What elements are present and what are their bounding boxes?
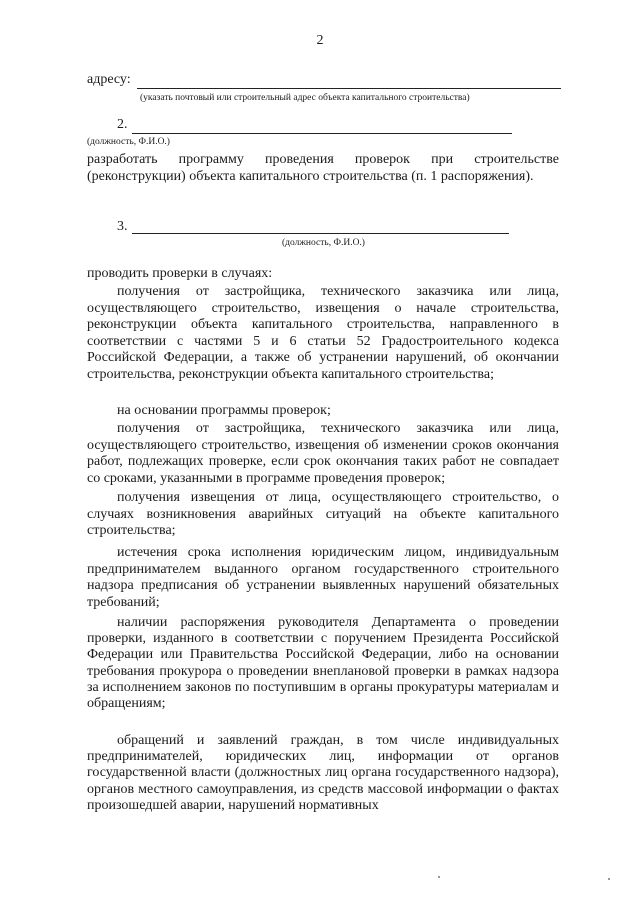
case-paragraph: получения от застройщика, технического заказчика или лица, осуществляющего строительство, извещения об изменении сроков окончания работ, подлежащих проверке, если срок окончания таких работ не совпадает со сроками, указанными в программе проведения проверок; xyxy=(87,421,559,486)
case-paragraph: на основании программы проверок; xyxy=(117,403,331,418)
item2-caption: (должность, Ф.И.О.) xyxy=(87,137,170,147)
case-paragraph: получения от застройщика, технического заказчика или лица, осуществляющего строительство, извещения о начале строительства, реконструкции объекта капитального строительства, направленного в соответствии с частями 5 и 6 статьи 52 Градостроительного кодекса Российской Федерации, а также об устранении нарушений, об окончании строительства, реконструкции объекта капитального строительства; xyxy=(87,284,559,382)
item2-text: разработать программу проведения проверок при строительстве (реконструкции) объекта капитального строительства (п. 1 распоряжения). xyxy=(87,152,559,184)
scan-speck xyxy=(608,878,610,880)
case-paragraph: истечения срока исполнения юридическим лицом, индивидуальным предпринимателем выданного органом государственного строительного надзора предписания об устранении выявленных нарушений обязательных требований; xyxy=(87,545,559,610)
scan-speck xyxy=(438,876,440,878)
item3-caption: (должность, Ф.И.О.) xyxy=(282,238,365,248)
address-fill-line xyxy=(137,88,561,89)
address-label: адресу: xyxy=(87,72,131,87)
item3-fill-line xyxy=(132,233,509,234)
item2-fill-line xyxy=(132,133,512,134)
cases-intro: проводить проверки в случаях: xyxy=(87,266,273,281)
page-number: 2 xyxy=(316,33,324,48)
case-paragraph: обращений и заявлений граждан, в том числе индивидуальных предпринимателей, юридических лиц, информации от органов государственной власти (должностных лиц органа государственного надзора), органов местного самоуправления, из средств массовой информации о фактах произошедшей аварии, нарушений нормативных xyxy=(87,733,559,813)
case-paragraph: получения извещения от лица, осуществляющего строительство, о случаях возникновения аварийных ситуаций на объекте капитального строительства; xyxy=(87,490,559,539)
item3-number: 3. xyxy=(117,219,128,234)
item2-number: 2. xyxy=(117,117,128,132)
case-paragraph: наличии распоряжения руководителя Департамента о проведении проверки, изданного в соответствии с поручением Президента Российской Федерации или Правительства Российской Федерации, либо на основании требования прокурора о проведении внеплановой проверки в рамках надзора за исполнением законов по поступившим в органы прокуратуры материалам и обращениям; xyxy=(87,615,559,712)
address-caption: (указать почтовый или строительный адрес объекта капитального строительства) xyxy=(140,93,470,103)
